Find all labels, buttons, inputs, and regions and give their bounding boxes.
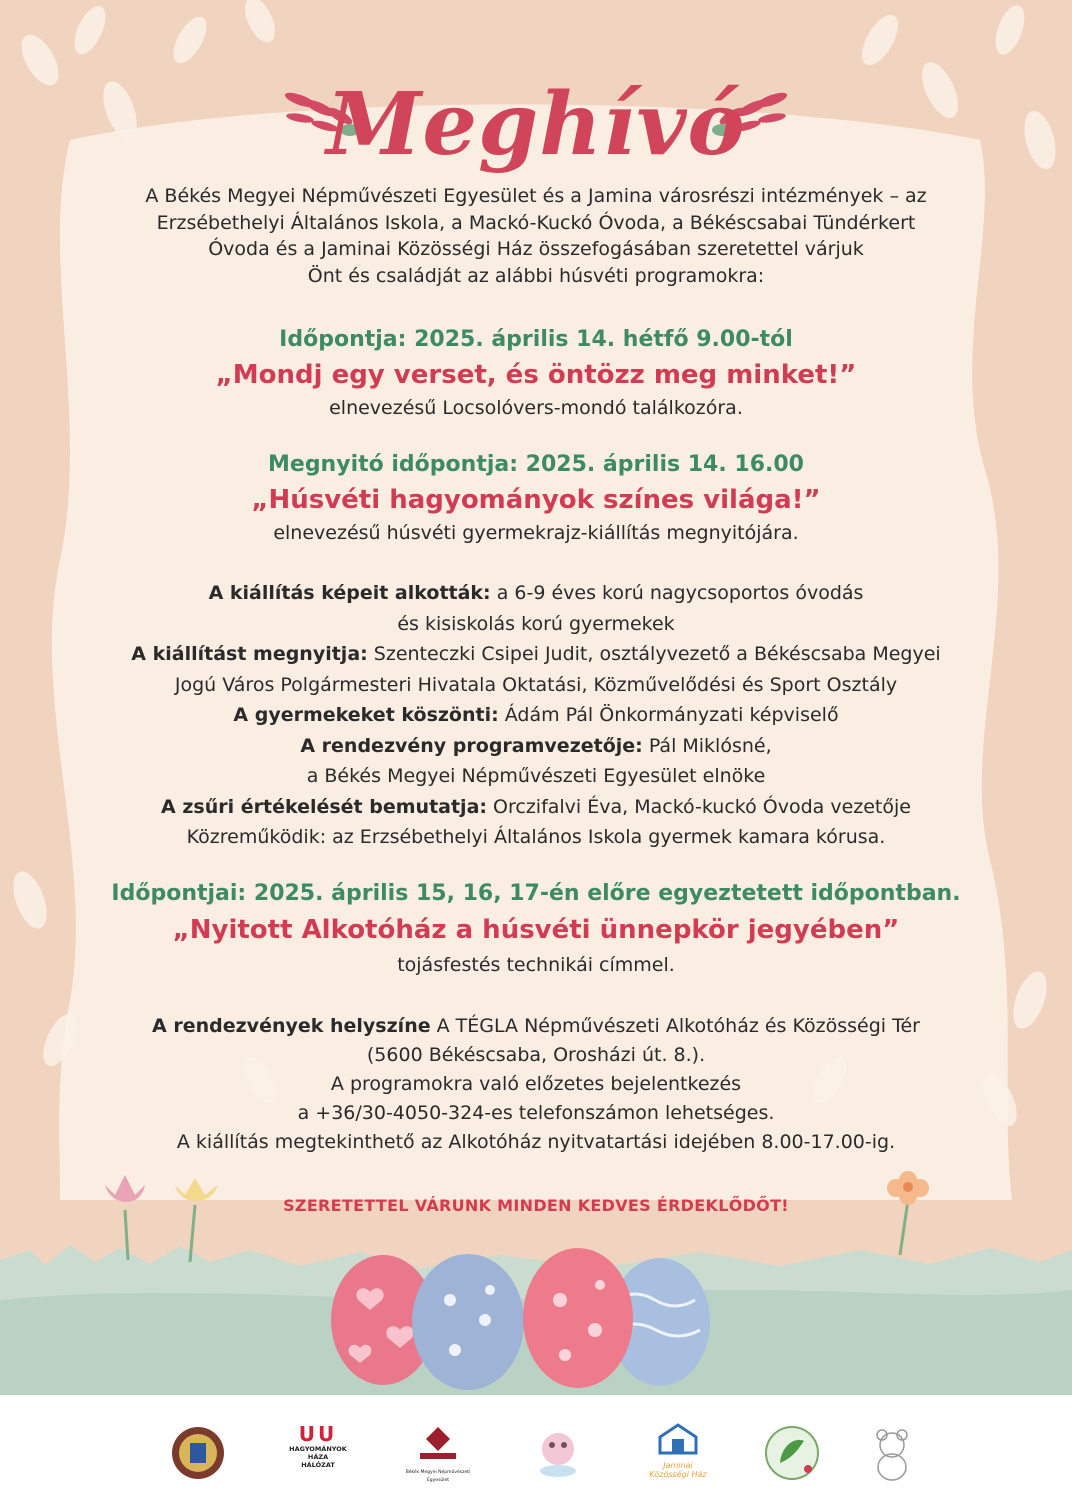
county-coat-of-arms-logo <box>158 1423 238 1483</box>
greeter-line <box>0 700 1072 731</box>
opener-line <box>0 639 1072 670</box>
sponsor-logo-bar <box>0 1395 1072 1500</box>
title-banner <box>0 70 1072 180</box>
venue-address: (5600 Békéscsaba, Orosházi út. 8.). <box>366 1044 706 1066</box>
registration-line-1: A programokra való előzetes bejelentkezés <box>330 1073 742 1095</box>
intro-line: Önt és családját az alábbi húsvéti programokra: <box>307 264 765 287</box>
greeter-value: Ádám Pál Önkormányzati képviselő <box>498 704 839 726</box>
egyesulet-caption: Békés Megyei Népművészeti Egyesület <box>405 1470 471 1483</box>
nepmuveszeti-egyesulet-logo <box>398 1423 478 1483</box>
venue-line <box>0 1012 1072 1041</box>
intro-line: A Békés Megyei Népművészeti Egyesület és a Jamina városrészi intézmények – az <box>145 185 927 207</box>
event-2-date: Megnyitó időpontja: 2025. április 14. 16.00 <box>268 452 804 477</box>
jury-line <box>0 792 1072 823</box>
jury-value: Orczifalvi Éva, Mackó-kuckó Óvoda vezetője <box>486 795 911 818</box>
hagyomanyok-haza-logo <box>278 1423 358 1483</box>
event-3-desc: tojásfestés technikái címmel. <box>397 954 675 976</box>
artists-line <box>0 578 1072 609</box>
event-1-name: „Mondj egy verset, és öntözz meg minket!” <box>215 360 857 390</box>
event-3 <box>0 876 1072 982</box>
school-green-logo <box>752 1423 832 1483</box>
event-1 <box>0 323 1072 423</box>
event-3-date: Időpontjai: 2025. április 15, 16, 17-én előre egyeztetett időpontban. <box>111 881 961 906</box>
jury-label: A zsűri értékelését bemutatja: <box>161 795 487 818</box>
venue-value: A TÉGLA Népművészeti Alkotóház és Közösségi Tér <box>430 1015 920 1037</box>
event-2-name: „Húsvéti hagyományok színes világa!” <box>251 485 821 515</box>
hagyomanyok-caption-3: HÁLÓZAT <box>301 1461 335 1469</box>
intro-line: Erzsébethelyi Általános Iskola, a Mackó-Kuckó Óvoda, a Békéscsabai Tündérkert <box>156 211 916 234</box>
host-line <box>0 731 1072 762</box>
artists-label: A kiállítás képeit alkották: <box>208 582 491 604</box>
jaminai-caption-2: Közösségi Ház <box>649 1470 707 1479</box>
exhibition-details <box>0 578 1072 853</box>
event-3-name: „Nyitott Alkotóház a húsvéti ünnepkör jegyében” <box>172 915 900 945</box>
jaminai-kozossegi-haz-logo <box>638 1423 718 1483</box>
greeter-label: A gyermekeket köszönti: <box>233 704 499 726</box>
event-2-desc: elnevezésű húsvéti gyermekrajz-kiállítás megnyitójára. <box>273 522 799 544</box>
registration-line-2: a +36/30-4050-324-es telefonszámon lehetséges. <box>297 1102 775 1124</box>
host-label: A rendezvény programvezetője: <box>300 734 643 757</box>
host-line-2: a Békés Megyei Népművészeti Egyesület elnöke <box>306 765 766 787</box>
choir-line: Közreműködik: az Erzsébethelyi Általános Iskola gyermek kamara kórusa. <box>186 826 886 848</box>
event-1-desc: elnevezésű Locsolóvers-mondó találkozóra. <box>329 397 743 419</box>
intro-line: Óvoda és a Jaminai Közösségi Ház összefogásában szeretettel várjuk <box>208 238 864 260</box>
teddy-bear-logo <box>852 1423 932 1483</box>
kindergarten-cartoon-logo <box>518 1423 598 1483</box>
closing-message: SZERETETTEL VÁRUNK MINDEN KEDVES ÉRDEKLŐDŐT! <box>283 1196 789 1215</box>
page-title: Meghívó <box>326 74 746 175</box>
opening-hours: A kiállítás megtekinthető az Alkotóház nyitvatartási idejében 8.00-17.00-ig. <box>176 1131 896 1153</box>
hagyomanyok-caption-2: HÁZA <box>307 1453 329 1461</box>
opener-line-2: Jogú Város Polgármesteri Hivatala Oktatási, Közművelődési és Sport Osztály <box>174 673 898 696</box>
artists-value: a 6-9 éves korú nagycsoportos óvodás <box>490 582 864 604</box>
venue-label: A rendezvények helyszíne <box>152 1015 431 1037</box>
event-1-date: Időpontja: 2025. április 14. hétfő 9.00-tól <box>279 327 793 352</box>
opener-label: A kiállítást megnyitja: <box>131 643 368 665</box>
hagyomanyok-mark: UU <box>298 1422 338 1446</box>
venue-info <box>0 1012 1072 1157</box>
artists-line-2: és kisiskolás korú gyermekek <box>397 612 675 635</box>
opener-value: Szenteczki Csipei Judit, osztályvezető a Békéscsaba Megyei <box>367 643 941 665</box>
intro-paragraph <box>0 183 1072 289</box>
event-2 <box>0 448 1072 548</box>
hagyomanyok-caption-1: HAGYOMÁNYOK <box>289 1445 347 1453</box>
host-value: Pál Miklósné, <box>642 734 772 757</box>
jaminai-caption-1: Jaminai <box>663 1461 693 1470</box>
